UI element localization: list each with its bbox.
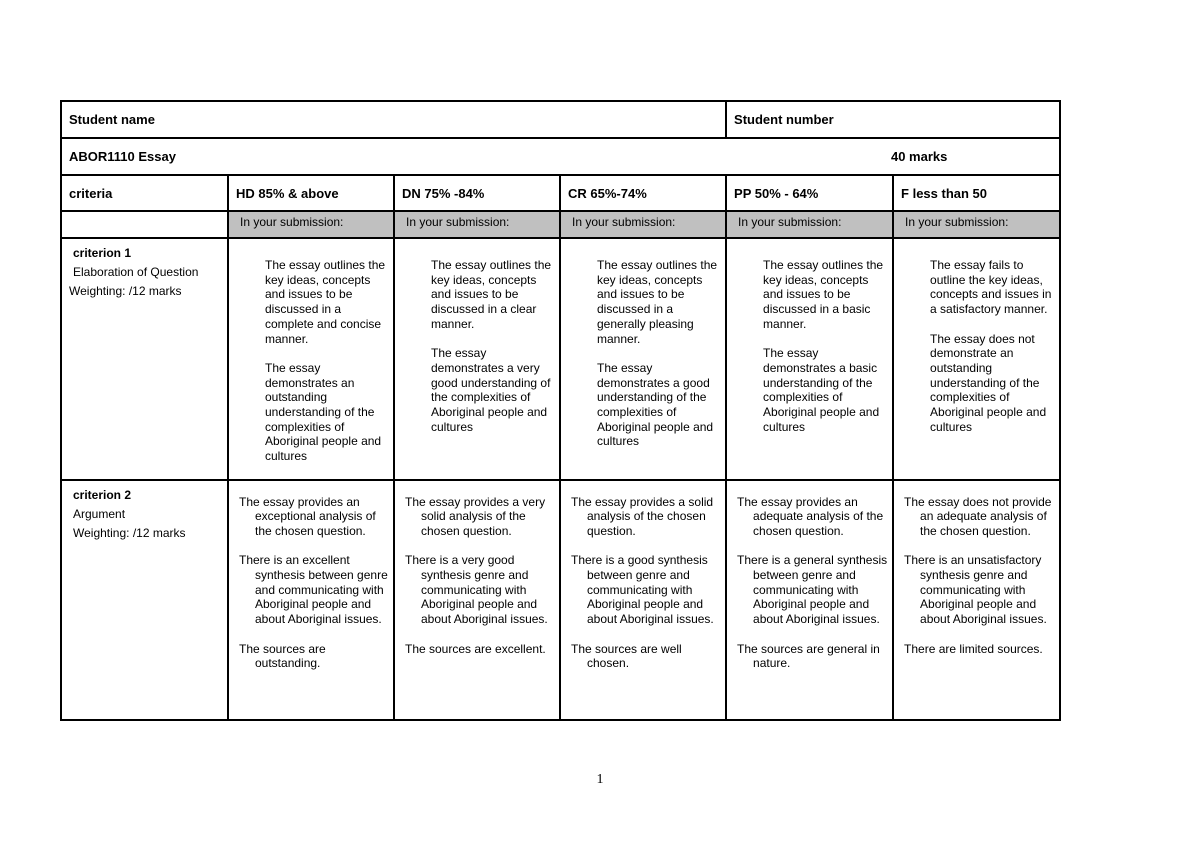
- empty-cell: [61, 211, 228, 238]
- descriptor-text: The sources are well chosen.: [571, 641, 682, 671]
- page-number: 1: [596, 772, 604, 787]
- submission-prompt: In your submission:: [240, 215, 344, 229]
- descriptor-text: The essay outlines the key ideas, concepts and issues to be discussed in a clear manner.: [431, 258, 552, 331]
- criteria-header: criteria: [61, 175, 228, 211]
- descriptor-text: The sources are general in nature.: [737, 641, 880, 671]
- descriptor-text: The essay demonstrates a basic understanding of the complexities of Aboriginal people and cultures: [763, 346, 880, 434]
- total-marks: 40 marks: [890, 149, 948, 164]
- submission-prompt-cell: [893, 211, 1060, 238]
- descriptor-text: There is an unsatisfactory synthesis genre and communicating with Aboriginal people and about Aboriginal issues.: [904, 553, 1047, 627]
- submission-prompt-row: [61, 211, 1060, 238]
- criterion-2-f-cell: [893, 480, 1060, 720]
- submission-prompt-cell: [228, 211, 394, 238]
- submission-prompt-cell: [560, 211, 726, 238]
- submission-prompt: In your submission:: [738, 215, 842, 229]
- descriptor-text: The essay demonstrates a good understanding of the complexities of Aboriginal people and cultures: [597, 360, 714, 449]
- descriptor-text: There is an excellent synthesis between genre and communicating with Aboriginal people and about Aboriginal issues.: [239, 553, 388, 627]
- descriptor-text: The sources are excellent.: [405, 641, 546, 656]
- descriptor-text: The essay outlines the key ideas, concepts and issues to be discussed in a generally pleasing manner.: [597, 258, 718, 346]
- descriptor-text: The essay fails to outline the key ideas, concepts and issues in a satisfactory manner.: [930, 258, 1052, 317]
- submission-prompt: In your submission:: [905, 215, 1009, 229]
- descriptor-text: The essay outlines the key ideas, concepts and issues to be discussed in a basic manner.: [763, 258, 884, 331]
- criterion-2-dn-cell: [394, 480, 560, 720]
- criterion-1-dn-cell: [394, 238, 560, 480]
- marking-rubric-table: [60, 100, 1061, 721]
- submission-prompt-cell: [394, 211, 560, 238]
- descriptor-text: The essay provides a very solid analysis of the chosen question.: [405, 494, 546, 538]
- descriptor-text: The essay provides an exceptional analysis of the chosen question.: [239, 494, 376, 538]
- essay-title-row: [61, 138, 1060, 175]
- criterion-1-title: criterion 1: [73, 246, 132, 260]
- criterion-1-f-cell: [893, 238, 1060, 480]
- submission-prompt-cell: [726, 211, 893, 238]
- criterion-1-cr-cell: [560, 238, 726, 480]
- descriptor-text: The essay outlines the key ideas, concepts and issues to be discussed in a complete and concise manner.: [265, 258, 386, 346]
- essay-title-cell: [61, 138, 1060, 175]
- descriptor-text: The essay demonstrates an outstanding understanding of the complexities of Aboriginal people and cultures: [265, 360, 382, 464]
- criterion-1-hd-cell: [228, 238, 394, 480]
- criterion-1-pp-cell: [726, 238, 893, 480]
- grade-header-row: [61, 175, 1060, 211]
- grade-pp-header: PP 50% - 64%: [726, 175, 893, 211]
- criterion-2-title: criterion 2: [73, 487, 132, 502]
- descriptor-text: The essay provides a solid analysis of the chosen question.: [571, 494, 714, 538]
- submission-prompt: In your submission:: [406, 215, 510, 229]
- submission-prompt: In your submission:: [572, 215, 676, 229]
- course-title: ABOR1110 Essay: [69, 149, 176, 164]
- criterion-1-row: [61, 238, 1060, 480]
- grade-hd-header: HD 85% & above: [228, 175, 394, 211]
- descriptor-text: There is a very good synthesis genre and communicating with Aboriginal people and about Aboriginal issues.: [405, 553, 548, 627]
- descriptor-text: There are limited sources.: [904, 641, 1043, 656]
- criterion-1-label-cell: [61, 238, 228, 480]
- criterion-2-hd-cell: [228, 480, 394, 720]
- criterion-1-weighting: Weighting: /12 marks: [69, 284, 182, 298]
- grade-dn-header: DN 75% -84%: [394, 175, 560, 211]
- student-info-row: [61, 101, 1060, 138]
- criterion-2-name: Argument: [73, 506, 126, 521]
- descriptor-text: The essay does not demonstrate an outstanding understanding of the complexities of Aboriginal people and cultures: [930, 331, 1047, 434]
- descriptor-text: The essay demonstrates a very good understanding of the complexities of Aboriginal people and cultures: [431, 346, 551, 434]
- descriptor-text: The essay does not provide an adequate analysis of the chosen question.: [904, 494, 1052, 538]
- descriptor-text: The sources are outstanding.: [239, 641, 326, 671]
- criterion-2-label-cell: [61, 480, 228, 720]
- descriptor-text: There is a general synthesis between genre and communicating with Aboriginal people and about Aboriginal issues.: [737, 553, 888, 627]
- criterion-1-name: Elaboration of Question: [73, 265, 199, 279]
- student-name-label: Student name: [61, 101, 726, 138]
- descriptor-text: The essay provides an adequate analysis of the chosen question.: [737, 494, 884, 538]
- grade-f-header: F less than 50: [893, 175, 1060, 211]
- grade-cr-header: CR 65%-74%: [560, 175, 726, 211]
- descriptor-text: There is a good synthesis between genre and communicating with Aboriginal people and about Aboriginal issues.: [571, 553, 714, 627]
- student-number-label: Student number: [726, 101, 1060, 138]
- criterion-2-row: [61, 480, 1060, 720]
- criterion-2-weighting: Weighting: /12 marks: [73, 525, 186, 540]
- criterion-2-pp-cell: [726, 480, 893, 720]
- criterion-2-cr-cell: [560, 480, 726, 720]
